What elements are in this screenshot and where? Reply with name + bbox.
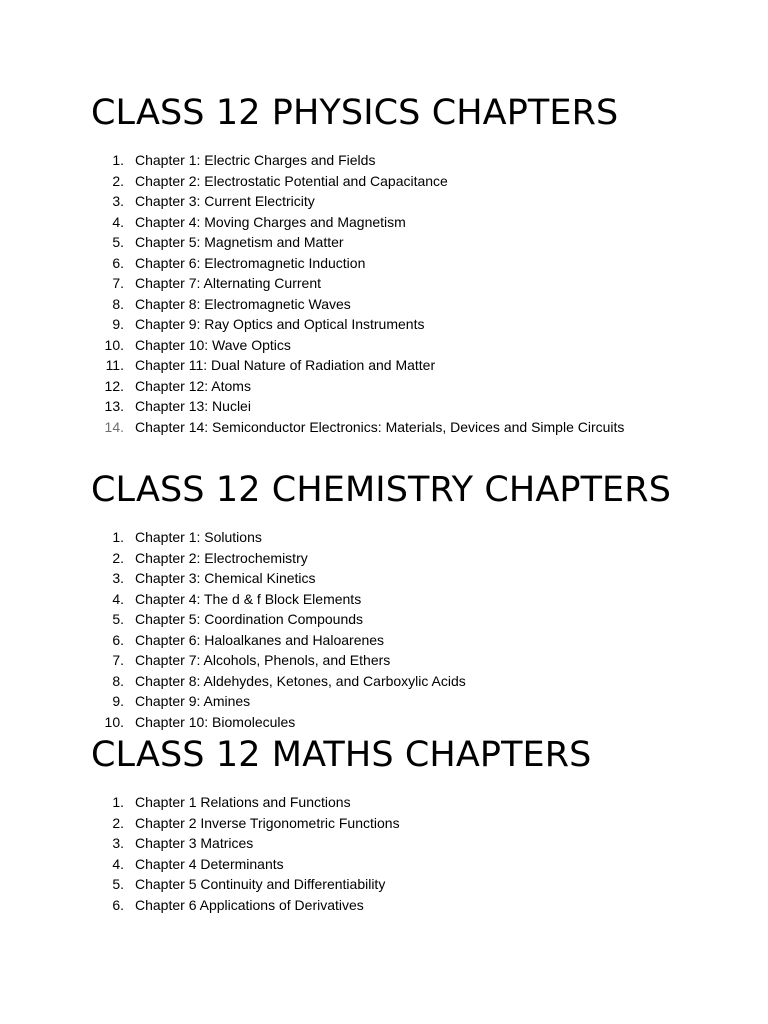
list-number: 2.	[112, 549, 124, 566]
list-number: 4.	[112, 213, 124, 230]
physics-section	[91, 93, 731, 435]
list-number: 8.	[112, 295, 124, 312]
chapter-title: Chapter 12: Atoms	[135, 377, 251, 394]
chapter-title: Chapter 6: Haloalkanes and Haloarenes	[135, 631, 385, 648]
list-number: 4.	[112, 855, 124, 872]
chapter-title: Chapter 4: The d & f Block Elements	[135, 590, 362, 607]
chapter-title: Chapter 11: Dual Nature of Radiation and Matter	[135, 357, 436, 373]
list-number: 3.	[112, 570, 124, 586]
list-number: 12.	[104, 377, 124, 394]
list-number: 2.	[112, 172, 124, 189]
chapter-title: Chapter 4: Moving Charges and Magnetism	[135, 213, 406, 230]
chapter-title: Chapter 5: Coordination Compounds	[135, 611, 364, 627]
maths-heading: CLASS 12 MATHS CHAPTERS	[91, 735, 592, 775]
chapter-title: Chapter 9: Amines	[135, 693, 251, 709]
list-number: 5.	[112, 876, 124, 892]
chapter-title: Chapter 13: Nuclei	[135, 398, 251, 414]
list-number: 14.	[104, 418, 124, 435]
chapter-title: Chapter 1 Relations and Functions	[135, 794, 351, 810]
chemistry-section	[91, 470, 731, 730]
list-number: 4.	[112, 590, 124, 607]
list-number: 1.	[112, 794, 124, 810]
chapter-title: Chapter 3 Matrices	[135, 835, 254, 851]
list-number: 10.	[104, 336, 124, 353]
list-number: 6.	[112, 254, 124, 271]
chapter-title: Chapter 2: Electrostatic Potential and Capacitance	[135, 172, 448, 189]
list-number: 9.	[112, 316, 124, 332]
list-number: 9.	[112, 693, 124, 709]
chapter-title: Chapter 5: Magnetism and Matter	[135, 234, 344, 250]
list-number: 8.	[112, 672, 124, 689]
chapter-title: Chapter 8: Aldehydes, Ketones, and Carboxylic Acids	[135, 672, 466, 689]
maths-section	[91, 735, 731, 913]
chapter-title: Chapter 7: Alternating Current	[135, 275, 321, 291]
chemistry-heading: CLASS 12 CHEMISTRY CHAPTERS	[91, 470, 672, 510]
chapter-title: Chapter 4 Determinants	[135, 855, 284, 872]
list-number: 11.	[105, 357, 124, 373]
list-number: 6.	[112, 896, 124, 913]
list-number: 1.	[112, 529, 124, 545]
chapter-title: Chapter 14: Semiconductor Electronics: Materials, Devices and Simple Circuits	[135, 418, 625, 435]
list-number: 1.	[112, 152, 124, 168]
list-number: 5.	[112, 611, 124, 627]
chapter-title: Chapter 3: Chemical Kinetics	[135, 570, 316, 586]
chapter-title: Chapter 6 Applications of Derivatives	[135, 896, 364, 913]
list-number: 7.	[112, 275, 124, 291]
chapter-title: Chapter 1: Electric Charges and Fields	[135, 152, 376, 168]
chapter-title: Chapter 7: Alcohols, Phenols, and Ethers	[135, 652, 391, 668]
chapter-title: Chapter 2 Inverse Trigonometric Functions	[135, 814, 400, 831]
list-number: 13.	[104, 398, 124, 414]
chapter-title: Chapter 1: Solutions	[135, 529, 262, 545]
chapter-title: Chapter 6: Electromagnetic Induction	[135, 254, 366, 271]
chapter-title: Chapter 10: Wave Optics	[135, 336, 291, 353]
list-number: 7.	[112, 652, 124, 668]
list-number: 5.	[112, 234, 124, 250]
chapter-title: Chapter 8: Electromagnetic Waves	[135, 295, 351, 312]
chapter-title: Chapter 10: Biomolecules	[135, 713, 296, 730]
list-number: 3.	[112, 193, 124, 209]
chapter-title: Chapter 9: Ray Optics and Optical Instruments	[135, 316, 425, 332]
chapter-title: Chapter 3: Current Electricity	[135, 193, 315, 209]
list-number: 3.	[112, 835, 124, 851]
list-number: 6.	[112, 631, 124, 648]
chapter-title: Chapter 5 Continuity and Differentiability	[135, 876, 386, 892]
chapter-title: Chapter 2: Electrochemistry	[135, 549, 308, 566]
list-number: 2.	[112, 814, 124, 831]
list-number: 10.	[104, 713, 124, 730]
physics-heading: CLASS 12 PHYSICS CHAPTERS	[91, 93, 619, 133]
